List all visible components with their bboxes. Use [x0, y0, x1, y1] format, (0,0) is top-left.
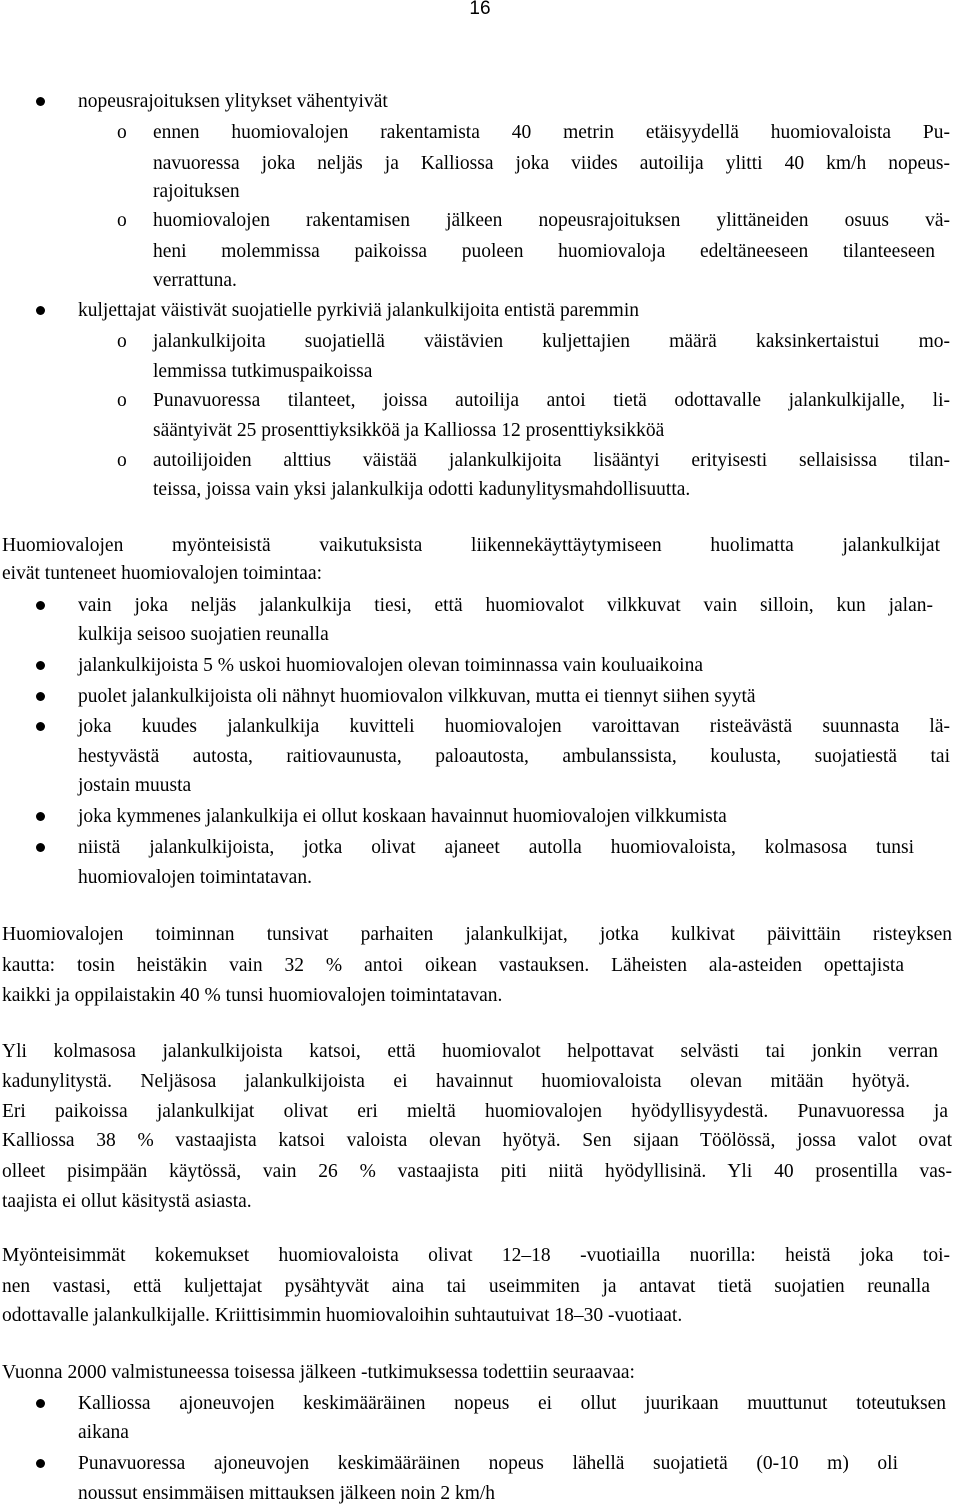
- bullet-dot: [36, 1399, 45, 1408]
- sub-item-text: huomiovalojen rakentamisen jälkeen nopeusrajoituksen ylittäneiden osuus vä-: [153, 210, 950, 231]
- bullet-item-text: joka kymmenes jalankulkija ei ollut koskaan havainnut huomiovalojen vilkkumista: [78, 806, 727, 827]
- sub-item-text: heni molemmissa paikoissa puoleen huomiovaloja edeltäneeseen tilanteeseen: [153, 241, 935, 262]
- paragraph-line: Eri paikoissa jalankulkijat olivat eri mieltä huomiovalojen hyödyllisyydestä. Punavuoressa ja: [2, 1101, 948, 1122]
- bullet-item-text: jalankulkijoista 5 % uskoi huomiovalojen olevan toiminnassa vain kouluaikoina: [78, 655, 703, 676]
- paragraph-line: nen vastasi, että kuljettajat pysähtyvät aina tai useimmiten ja antavat tietä suojatien reunalla: [2, 1276, 930, 1297]
- sub-item-text: rajoituksen: [153, 181, 240, 202]
- sub-item-text: teissa, joissa vain yksi jalankulkija odotti kadunylitysmahdollisuutta.: [153, 479, 691, 500]
- paragraph-line: eivät tunteneet huomiovalojen toimintaa:: [2, 563, 323, 584]
- paragraph-line: Myönteisimmät kokemukset huomiovaloista olivat 12–18 -vuotiailla nuorilla: heistä joka toi-: [2, 1245, 950, 1266]
- sub-item-text: sääntyivät 25 prosenttiyksikköä ja Kalliossa 12 prosenttiyksikköä: [153, 420, 665, 441]
- bullet-item-text: niistä jalankulkijoista, jotka olivat ajaneet autolla huomiovaloista, kolmasosa tunsi: [78, 837, 914, 858]
- bullet-item-text: kulkija seisoo suojatien reunalla: [78, 624, 329, 645]
- bullet-item-text: jostain muusta: [78, 775, 192, 796]
- sub-item-text: autoilijoiden alttius väistää jalankulkijoita lisääntyi erityisesti sellaisissa tilan-: [153, 450, 950, 471]
- bullet-item-text: kuljettajat väistivät suojatielle pyrkiviä jalankulkijoita entistä paremmin: [78, 300, 640, 321]
- bullet-item-text: puolet jalankulkijoista oli nähnyt huomiovalon vilkkuvan, mutta ei tiennyt siihen syytä: [78, 686, 756, 707]
- bullet-item-text: vain joka neljäs jalankulkija tiesi, että huomiovalot vilkkuvat vain silloin, kun jalan-: [78, 595, 933, 616]
- bullet-item-text: huomiovalojen toimintatavan.: [78, 867, 312, 888]
- bullet-dot: [36, 812, 45, 821]
- bullet-item-text: Kalliossa ajoneuvojen keskimääräinen nopeus ei ollut juurikaan muuttunut toteutuksen: [78, 1393, 946, 1414]
- bullet-item-text: nopeusrajoituksen ylitykset vähentyivät: [78, 91, 388, 112]
- paragraph-line: Huomiovalojen toiminnan tunsivat parhaiten jalankulkijat, jotka kulkivat päivittäin risteyksen: [2, 924, 952, 945]
- paragraph-line: Vuonna 2000 valmistuneessa toisessa jälkeen -tutkimuksessa todettiin seuraavaa:: [2, 1362, 635, 1383]
- bullet-item-text: noussut ensimmäisen mittauksen jälkeen noin 2 km/h: [78, 1483, 496, 1504]
- paragraph-line: Huomiovalojen myönteisistä vaikutuksista liikennekäyttäytymiseen huolimatta jalankulkijat: [2, 535, 940, 556]
- bullet-item-text: aikana: [78, 1422, 129, 1443]
- sub-bullet-marker: o: [117, 390, 127, 411]
- sub-bullet-marker: o: [117, 450, 127, 471]
- paragraph-line: kaikki ja oppilaistakin 40 % tunsi huomiovalojen toimintatavan.: [2, 985, 503, 1006]
- sub-item-text: jalankulkijoita suojatiellä väistävien kuljettajien määrä kaksinkertaistui mo-: [153, 331, 950, 352]
- paragraph-line: Kalliossa 38 % vastaajista katsoi valoista olevan hyötyä. Sen sijaan Töölössä, jossa valot ovat: [2, 1130, 952, 1151]
- sub-item-text: verrattuna.: [153, 270, 237, 291]
- bullet-dot: [36, 601, 45, 610]
- sub-bullet-marker: o: [117, 331, 127, 352]
- sub-bullet-marker: o: [117, 210, 127, 231]
- page-number: 16: [469, 0, 491, 19]
- bullet-dot: [36, 1459, 45, 1468]
- sub-item-text: Punavuoressa tilanteet, joissa autoilija antoi tietä odottavalle jalankulkijalle, li-: [153, 390, 950, 411]
- bullet-dot: [36, 306, 45, 315]
- paragraph-line: kadunylitystä. Neljäsosa jalankulkijoista ei havainnut huomiovaloista olevan mitään hyötyä.: [2, 1071, 910, 1092]
- bullet-item-text: Punavuoressa ajoneuvojen keskimääräinen nopeus lähellä suojatietä (0-10 m) oli: [78, 1453, 898, 1474]
- paragraph-line: Yli kolmasosa jalankulkijoista katsoi, että huomiovalot helpottavat selvästi tai jonkin verran: [2, 1041, 938, 1062]
- sub-item-text: navuoressa joka neljäs ja Kalliossa joka viides autoilija ylitti 40 km/h nopeus-: [153, 153, 950, 174]
- bullet-dot: [36, 97, 45, 106]
- paragraph-line: kautta: tosin heistäkin vain 32 % antoi oikean vastauksen. Läheisten ala-asteiden opettajista: [2, 955, 904, 976]
- paragraph-line: odottavalle jalankulkijalle. Kriittisimmin huomiovaloihin suhtautuivat 18–30 -vuotiaat.: [2, 1305, 683, 1326]
- sub-bullet-marker: o: [117, 122, 127, 143]
- bullet-dot: [36, 692, 45, 701]
- bullet-item-text: joka kuudes jalankulkija kuvitteli huomiovalojen varoittavan risteävästä suunnasta lä-: [78, 716, 950, 737]
- paragraph-line: taajista ei ollut käsitystä asiasta.: [2, 1191, 252, 1212]
- bullet-item-text: hestyvästä autosta, raitiovaunusta, paloautosta, ambulanssista, koulusta, suojatiestä tai: [78, 746, 950, 767]
- bullet-dot: [36, 722, 45, 731]
- paragraph-line: olleet pisimpään käytössä, vain 26 % vastaajista piti niitä hyödyllisinä. Yli 40 prosentilla vas-: [2, 1161, 952, 1182]
- sub-item-text: ennen huomiovalojen rakentamista 40 metrin etäisyydellä huomiovaloista Pu-: [153, 122, 950, 143]
- bullet-dot: [36, 843, 45, 852]
- sub-item-text: lemmissa tutkimuspaikoissa: [153, 361, 373, 382]
- bullet-dot: [36, 661, 45, 670]
